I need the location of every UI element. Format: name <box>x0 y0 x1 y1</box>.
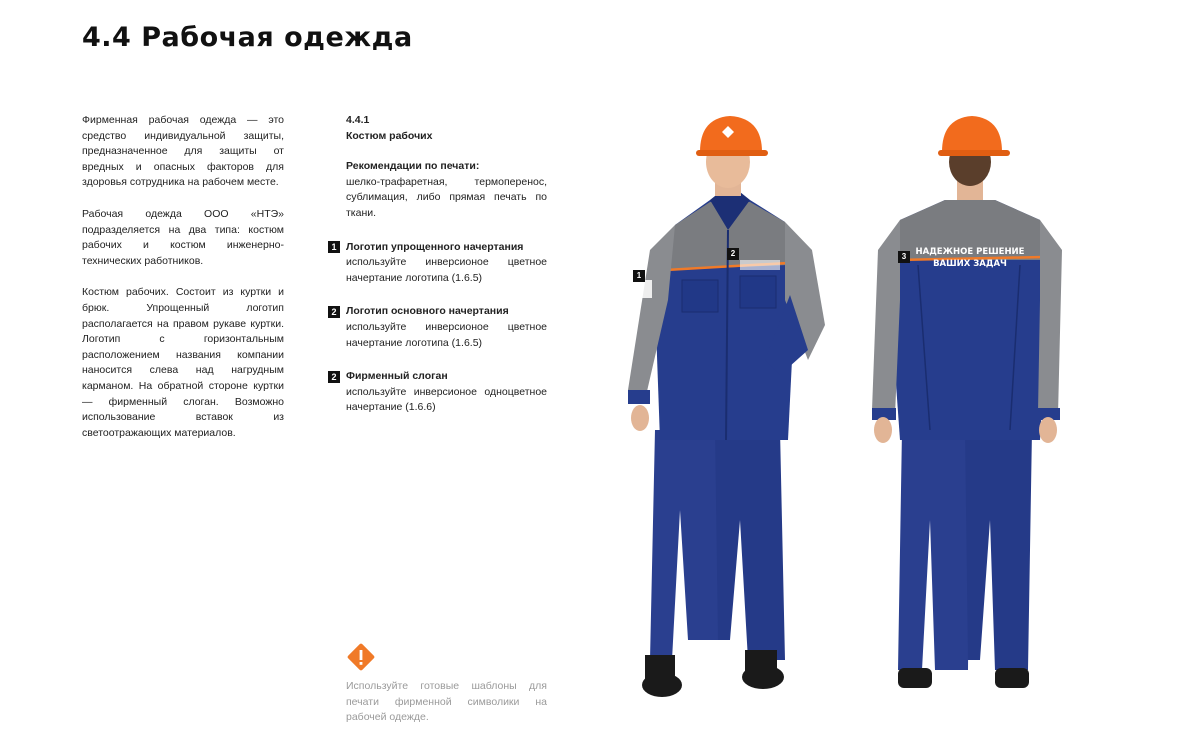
back-worker <box>872 116 1062 688</box>
intro-paragraph-2: Рабочая одежда ООО «НТЭ» подразделяется на два типа: костюм рабочих и костюм инженерно-технических работников. <box>82 207 284 267</box>
item-title: Логотип упрощенного начертания <box>346 240 524 253</box>
workwear-figure-svg <box>600 100 1070 710</box>
spec-item-1 <box>331 240 547 287</box>
figure-label-3: 3 <box>898 251 910 263</box>
item-body: используйте инверсионое цветное начертание логотипа (1.6.5) <box>346 320 547 349</box>
spec-item-3 <box>331 369 547 416</box>
page-title: 4.4 Рабочая одежда <box>82 22 413 53</box>
figure-label-2: 2 <box>727 248 739 260</box>
slogan-line-1: НАДЕЖНОЕ РЕШЕНИЕ <box>915 247 1025 257</box>
section-column <box>331 113 547 434</box>
slogan-line-2: ВАШИХ ЗАДАЧ <box>933 259 1007 269</box>
item-badge: 2 <box>328 371 340 383</box>
intro-paragraph-1: Фирменная рабочая одежда — это средство индивидуальной защиты, предназначенное для защиты от вредных и опасных факторов для здоровья сотрудника на рабочем месте. <box>82 114 284 189</box>
workwear-illustration <box>600 100 1070 710</box>
template-note: Используйте готовые шаблоны для печати фирменной символики на рабочей одежде. <box>346 680 547 724</box>
section-subtitle: Костюм рабочих <box>346 129 433 142</box>
spec-item-2 <box>331 304 547 351</box>
section-number: 4.4.1 <box>346 114 370 126</box>
item-title: Логотип основного начертания <box>346 305 509 318</box>
front-worker <box>628 116 825 697</box>
item-body: используйте инверсионое одноцветное начертание (1.6.6) <box>346 385 547 414</box>
intro-paragraph-3: Костюм рабочих. Состоит из куртки и брюк. Упрощенный логотип располагается на правом рукаве куртки. Логотип с горизонтальным расположением названия компании наносится слева над нагрудным карманом. На обратной стороне куртки — фирменный слоган. Возможно использование вставок из светоотражающих материалов. <box>82 286 284 439</box>
print-recommendations-body: шелко-трафаретная, термоперенос, сублимация, либо прямая печать по ткани. <box>346 175 547 219</box>
warning-diamond-icon <box>346 642 376 672</box>
figure-label-1: 1 <box>633 270 645 282</box>
intro-column <box>82 113 284 457</box>
item-badge: 2 <box>328 306 340 318</box>
print-recommendations-title: Рекомендации по печати: <box>346 160 480 173</box>
item-title: Фирменный слоган <box>346 370 448 383</box>
item-body: используйте инверсионое цветное начертание логотипа (1.6.5) <box>346 256 547 284</box>
item-badge: 1 <box>328 241 340 253</box>
